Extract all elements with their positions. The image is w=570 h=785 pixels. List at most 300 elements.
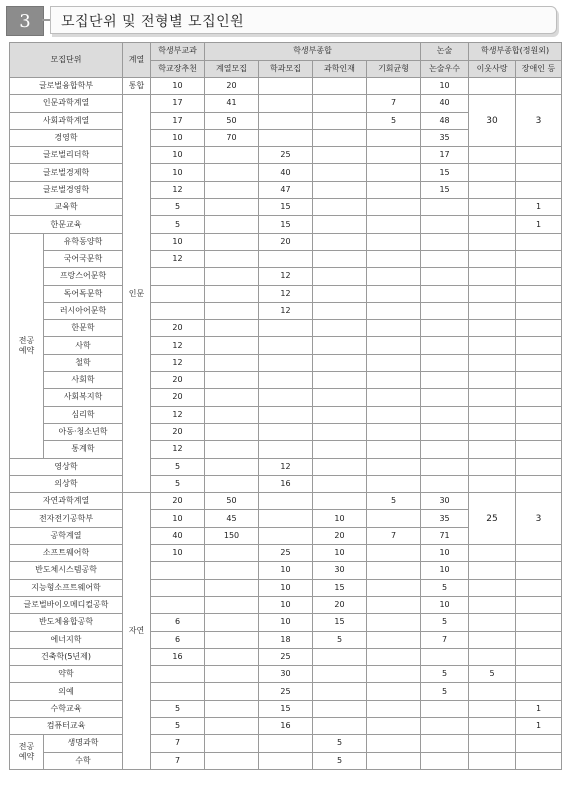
quota-cell: [313, 717, 367, 734]
quota-cell: [516, 250, 562, 267]
quota-cell: [259, 250, 313, 267]
quota-cell: 12: [151, 337, 205, 354]
quota-cell: 15: [259, 216, 313, 233]
unit-name: 컴퓨터교육: [10, 717, 123, 734]
quota-cell: [205, 233, 259, 250]
quota-cell: 30: [421, 493, 469, 510]
quota-cell: [259, 337, 313, 354]
quota-cell: 25: [259, 147, 313, 164]
quota-cell: [469, 372, 516, 389]
quota-cell: 20: [151, 320, 205, 337]
header-field-recruit: 계열모집: [205, 60, 259, 78]
quota-cell: [421, 354, 469, 371]
quota-cell: 1: [516, 216, 562, 233]
quota-cell: 20: [151, 493, 205, 510]
quota-cell: [259, 389, 313, 406]
unit-name: 생명과학: [44, 735, 123, 752]
quota-cell: [421, 752, 469, 769]
quota-cell: [516, 735, 562, 752]
quota-cell: [469, 562, 516, 579]
quota-cell: [469, 700, 516, 717]
quota-cell: 10: [421, 596, 469, 613]
quota-cell: [313, 423, 367, 440]
quota-cell: 10: [259, 614, 313, 631]
unit-name: 수학교육: [10, 700, 123, 717]
quota-cell: [516, 683, 562, 700]
table-row: [10, 683, 562, 700]
unit-name: 수학: [44, 752, 123, 769]
quota-cell: 7: [367, 527, 421, 544]
table-row: [10, 95, 562, 112]
quota-cell: [367, 147, 421, 164]
table-row: [10, 596, 562, 613]
quota-cell: 50: [205, 112, 259, 129]
quota-cell: [516, 545, 562, 562]
quota-cell: 5: [151, 216, 205, 233]
quota-cell: [469, 268, 516, 285]
quota-cell: [516, 354, 562, 371]
unit-name: 프랑스어문학: [44, 268, 123, 285]
quota-cell: [313, 302, 367, 319]
quota-cell: 15: [259, 700, 313, 717]
quota-cell: [367, 752, 421, 769]
quota-cell: 40: [259, 164, 313, 181]
quota-cell: [151, 579, 205, 596]
quota-cell: [421, 717, 469, 734]
quota-cell: [205, 648, 259, 665]
quota-cell: 7: [367, 95, 421, 112]
header-unit: 모집단위: [10, 43, 123, 78]
unit-name: 사회학: [44, 372, 123, 389]
quota-cell: 25: [259, 648, 313, 665]
table-row: [10, 752, 562, 769]
quota-cell: [367, 164, 421, 181]
unit-name: 독어독문학: [44, 285, 123, 302]
section-header: [6, 6, 563, 36]
unit-name: 자연과학계열: [10, 493, 123, 510]
quota-cell: 20: [151, 389, 205, 406]
unit-name: 사회복지학: [44, 389, 123, 406]
quota-cell: 25: [259, 683, 313, 700]
unit-name: 건축학(5년제): [10, 648, 123, 665]
quota-cell: [516, 181, 562, 198]
quota-cell: [367, 389, 421, 406]
quota-cell: [516, 579, 562, 596]
quota-cell: [151, 302, 205, 319]
quota-cell: [469, 406, 516, 423]
unit-name: 약학: [10, 666, 123, 683]
quota-cell: 5: [421, 666, 469, 683]
quota-cell: [421, 320, 469, 337]
quota-cell: 20: [151, 372, 205, 389]
unit-name: 유학동양학: [44, 233, 123, 250]
quota-cell: [469, 199, 516, 216]
quota-cell: [516, 648, 562, 665]
table-row: [10, 181, 562, 198]
quota-cell: [205, 562, 259, 579]
quota-cell: [259, 406, 313, 423]
quota-cell: [469, 648, 516, 665]
unit-name: 반도체시스템공학: [10, 562, 123, 579]
table-row: [10, 631, 562, 648]
quota-cell: [259, 510, 313, 527]
quota-cell: [367, 199, 421, 216]
quota-cell: [367, 78, 421, 95]
quota-cell: 10: [259, 579, 313, 596]
quota-cell: 10: [421, 545, 469, 562]
quota-cell: [367, 406, 421, 423]
header-school-recommend: 학교장추천: [151, 60, 205, 78]
quota-cell: [205, 199, 259, 216]
quota-cell: [469, 147, 516, 164]
unit-name: 인문과학계열: [10, 95, 123, 112]
quota-cell: [421, 337, 469, 354]
quota-cell: [313, 129, 367, 146]
quota-cell: [367, 614, 421, 631]
quota-cell: 35: [421, 129, 469, 146]
quota-cell: [469, 285, 516, 302]
unit-name: 한문교육: [10, 216, 123, 233]
quota-cell: 17: [151, 95, 205, 112]
quota-cell: 71: [421, 527, 469, 544]
table-row: [10, 268, 562, 285]
quota-cell: [259, 423, 313, 440]
quota-cell: 10: [313, 545, 367, 562]
quota-cell: [205, 631, 259, 648]
quota-cell: [151, 666, 205, 683]
quota-cell: 5: [367, 493, 421, 510]
quota-cell: [313, 493, 367, 510]
quota-cell: [469, 302, 516, 319]
header-essay-excellence: 논술우수: [421, 60, 469, 78]
unit-name: 의상학: [10, 475, 123, 492]
quota-cell: [421, 406, 469, 423]
quota-cell: [367, 562, 421, 579]
quota-cell: 5: [151, 700, 205, 717]
table-row: [10, 717, 562, 734]
table-row: [10, 735, 562, 752]
quota-cell: [205, 337, 259, 354]
quota-cell: 16: [259, 717, 313, 734]
quota-cell: [205, 147, 259, 164]
quota-cell: [367, 579, 421, 596]
quota-cell: 20: [313, 527, 367, 544]
table-row: [10, 545, 562, 562]
unit-name: 사학: [44, 337, 123, 354]
quota-cell: 70: [205, 129, 259, 146]
table-row: [10, 666, 562, 683]
quota-cell: [313, 441, 367, 458]
quota-cell: [469, 423, 516, 440]
quota-cell: [367, 717, 421, 734]
quota-cell: [313, 354, 367, 371]
quota-cell: [469, 717, 516, 734]
quota-cell: 1: [516, 700, 562, 717]
unit-name: 아동·청소년학: [44, 423, 123, 440]
quota-cell: [469, 250, 516, 267]
quota-cell: [469, 683, 516, 700]
unit-name: 심리학: [44, 406, 123, 423]
major-group-label: 전공 예약: [10, 233, 44, 458]
quota-cell: 12: [151, 181, 205, 198]
quota-cell: 20: [259, 233, 313, 250]
unit-name: 지능형소프트웨어학: [10, 579, 123, 596]
section-number: 3: [6, 6, 44, 36]
unit-name: 영상학: [10, 458, 123, 475]
quota-cell: [421, 268, 469, 285]
quota-cell: [259, 129, 313, 146]
table-row: [10, 337, 562, 354]
quota-cell: [516, 285, 562, 302]
quota-cell: [516, 631, 562, 648]
quota-cell: [367, 302, 421, 319]
quota-cell: 20: [205, 78, 259, 95]
quota-cell: [516, 164, 562, 181]
quota-cell: [469, 545, 516, 562]
unit-name: 통계학: [44, 441, 123, 458]
quota-cell: [421, 302, 469, 319]
header-group-jonghap: 학생부종합: [205, 43, 421, 61]
quota-cell: [313, 268, 367, 285]
quota-cell: [259, 112, 313, 129]
quota-cell: [313, 406, 367, 423]
quota-cell: [469, 458, 516, 475]
quota-cell: [367, 354, 421, 371]
quota-cell: [259, 78, 313, 95]
section-title-box: [50, 6, 557, 34]
table-row: [10, 458, 562, 475]
quota-cell: [313, 458, 367, 475]
quota-cell: [313, 164, 367, 181]
quota-cell: [421, 372, 469, 389]
quota-cell: 5: [421, 683, 469, 700]
quota-cell: [367, 337, 421, 354]
quota-cell: 12: [259, 268, 313, 285]
quota-cell: [259, 354, 313, 371]
quota-cell: [516, 233, 562, 250]
quota-cell: [516, 320, 562, 337]
quota-cell: 6: [151, 614, 205, 631]
quota-cell: [516, 423, 562, 440]
table-row: [10, 320, 562, 337]
merged-disabled-inmun: 3: [516, 95, 562, 147]
quota-cell: [313, 372, 367, 389]
table-row: [10, 216, 562, 233]
header-disabled: 장애인 등: [516, 60, 562, 78]
quota-cell: 7: [421, 631, 469, 648]
header-opportunity: 기회균형: [367, 60, 421, 78]
quota-cell: 12: [259, 285, 313, 302]
quota-cell: 12: [259, 302, 313, 319]
quota-cell: 150: [205, 527, 259, 544]
quota-cell: [367, 510, 421, 527]
quota-cell: [516, 372, 562, 389]
unit-name: 글로벌바이오메디컬공학: [10, 596, 123, 613]
quota-cell: 25: [259, 545, 313, 562]
quota-cell: 5: [313, 735, 367, 752]
quota-cell: [313, 95, 367, 112]
quota-cell: 40: [421, 95, 469, 112]
quota-cell: [205, 354, 259, 371]
quota-cell: [516, 666, 562, 683]
quota-cell: [205, 389, 259, 406]
unit-name: 글로벌경제학: [10, 164, 123, 181]
unit-name: 글로벌경영학: [10, 181, 123, 198]
quota-cell: [313, 216, 367, 233]
quota-cell: [313, 181, 367, 198]
quota-cell: [516, 389, 562, 406]
quota-cell: [516, 441, 562, 458]
unit-name: 사회과학계열: [10, 112, 123, 129]
quota-cell: 5: [313, 752, 367, 769]
quota-cell: 5: [313, 631, 367, 648]
quota-cell: [367, 648, 421, 665]
quota-cell: 16: [259, 475, 313, 492]
quota-cell: [151, 562, 205, 579]
quota-cell: [516, 406, 562, 423]
quota-cell: 7: [151, 752, 205, 769]
quota-cell: 10: [259, 562, 313, 579]
quota-cell: [367, 596, 421, 613]
quota-cell: 5: [469, 666, 516, 683]
quota-cell: [259, 441, 313, 458]
quota-cell: 12: [151, 441, 205, 458]
quota-cell: [313, 233, 367, 250]
quota-cell: [367, 545, 421, 562]
quota-cell: 15: [259, 199, 313, 216]
quota-cell: [421, 458, 469, 475]
quota-cell: [421, 423, 469, 440]
quota-cell: [205, 579, 259, 596]
quota-cell: [313, 389, 367, 406]
unit-name: 에너지학: [10, 631, 123, 648]
quota-cell: 5: [151, 199, 205, 216]
quota-cell: [205, 596, 259, 613]
quota-cell: 17: [151, 112, 205, 129]
quota-cell: [421, 389, 469, 406]
quota-cell: 1: [516, 199, 562, 216]
quota-cell: [421, 735, 469, 752]
unit-name: 한문학: [44, 320, 123, 337]
quota-cell: 15: [421, 181, 469, 198]
quota-cell: [205, 285, 259, 302]
section-title: 모집단위 및 전형별 모집인원: [61, 14, 245, 30]
quota-cell: [367, 683, 421, 700]
quota-cell: 48: [421, 112, 469, 129]
quota-cell: [367, 129, 421, 146]
quota-cell: 1: [516, 717, 562, 734]
quota-cell: 10: [151, 233, 205, 250]
quota-cell: [367, 320, 421, 337]
quota-cell: [469, 320, 516, 337]
quota-cell: [313, 666, 367, 683]
field-jayeon: 자연: [123, 493, 151, 770]
quota-cell: [516, 596, 562, 613]
quota-cell: [367, 631, 421, 648]
quota-cell: 10: [313, 510, 367, 527]
quota-cell: [421, 475, 469, 492]
quota-cell: 12: [151, 354, 205, 371]
quota-cell: 10: [151, 129, 205, 146]
unit-name: 소프트웨어학: [10, 545, 123, 562]
quota-cell: [205, 683, 259, 700]
quota-cell: [313, 648, 367, 665]
quota-cell: [151, 285, 205, 302]
quota-cell: 17: [421, 147, 469, 164]
quota-cell: [151, 683, 205, 700]
unit-name: 전자전기공학부: [10, 510, 123, 527]
unit-name: 글로벌융합학부: [10, 78, 123, 95]
unit-name: 국어국문학: [44, 250, 123, 267]
quota-cell: [367, 233, 421, 250]
table-row: [10, 493, 562, 510]
quota-cell: [421, 250, 469, 267]
quota-cell: [367, 216, 421, 233]
header-dept-recruit: 학과모집: [259, 60, 313, 78]
header-science-talent: 과학인재: [313, 60, 367, 78]
quota-cell: [469, 441, 516, 458]
header-group-extra: 학생부종합(정원외): [469, 43, 562, 61]
quota-cell: [516, 752, 562, 769]
header-group-nonsul: 논술: [421, 43, 469, 61]
quota-cell: [205, 666, 259, 683]
table-row: [10, 199, 562, 216]
quota-cell: [205, 372, 259, 389]
table-row: [10, 250, 562, 267]
quota-cell: [367, 372, 421, 389]
quota-cell: [205, 302, 259, 319]
table-row: [10, 423, 562, 440]
quota-cell: [205, 735, 259, 752]
quota-cell: 10: [421, 562, 469, 579]
quota-cell: 15: [313, 614, 367, 631]
quota-cell: [205, 441, 259, 458]
quota-cell: [469, 735, 516, 752]
quota-cell: [469, 354, 516, 371]
quota-cell: [313, 475, 367, 492]
quota-cell: [421, 441, 469, 458]
merged-neighbor-jayeon: 25: [469, 493, 516, 545]
quota-cell: [421, 700, 469, 717]
quota-cell: [205, 545, 259, 562]
quota-cell: 47: [259, 181, 313, 198]
unit-name: 글로벌리더학: [10, 147, 123, 164]
quota-cell: [313, 337, 367, 354]
quota-cell: [259, 320, 313, 337]
quota-cell: [469, 164, 516, 181]
quota-cell: 5: [151, 717, 205, 734]
quota-cell: [259, 752, 313, 769]
quota-cell: [469, 579, 516, 596]
table-row: [10, 354, 562, 371]
quota-cell: 5: [421, 614, 469, 631]
quota-cell: 5: [151, 458, 205, 475]
quota-cell: [205, 164, 259, 181]
quota-cell: [469, 475, 516, 492]
quota-cell: [421, 285, 469, 302]
quota-cell: [259, 95, 313, 112]
unit-name: 반도체융합공학: [10, 614, 123, 631]
quota-cell: [367, 250, 421, 267]
quota-cell: [469, 596, 516, 613]
unit-name: 러시아어문학: [44, 302, 123, 319]
quota-cell: [469, 631, 516, 648]
table-row: [10, 302, 562, 319]
quota-cell: [205, 181, 259, 198]
quota-cell: [516, 458, 562, 475]
quota-cell: 10: [151, 510, 205, 527]
quota-cell: 45: [205, 510, 259, 527]
